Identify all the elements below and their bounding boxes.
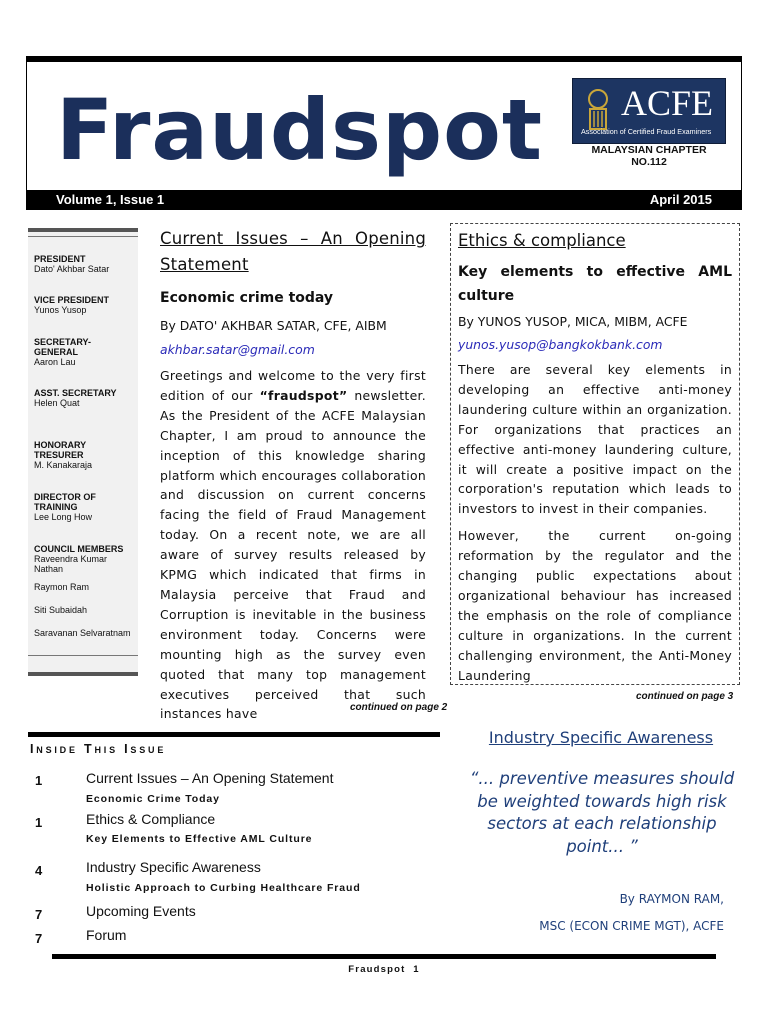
article-byline: By DATO' AKHBAR SATAR, CFE, AIBM: [160, 318, 387, 333]
toc-item-upcoming-events[interactable]: Upcoming Events: [86, 903, 196, 919]
member-role: PRESIDENT: [34, 254, 86, 264]
newsletter-title: Fraudspot: [56, 81, 544, 179]
author-email-link[interactable]: yunos.yusop@bangkokbank.com: [458, 337, 663, 352]
newsletter-name: “fraudspot”: [259, 387, 348, 403]
industry-awareness-heading: Industry Specific Awareness: [488, 728, 714, 747]
article-body-text: newsletter. As the President of the ACFE Malaysian Chapter, I am proud to announce the inception of this knowledge sharing platform which encourages collaboration and discussion on current concerns facing the field of Fraud Management today. On a recent note, we are all aware of survey results released by KPMG which indicated that firms in Malaysia perceive that Fraud and Corruption is inevitable in the business environment today. Concerns were mounting high as the survey even quoted that many top management executives perceived that such instances have: [160, 387, 426, 722]
toc-item-current-issues[interactable]: Current Issues – An Opening Statement: [86, 770, 334, 786]
member-role: COUNCIL MEMBERS: [34, 544, 124, 554]
toc-item-subtitle: Key Elements to Effective AML Culture: [86, 833, 313, 845]
member-name: Lee Long How: [34, 512, 93, 522]
issue-date: April 2015: [649, 192, 712, 207]
ethics-article-box: [450, 223, 740, 685]
footer-divider: [52, 954, 716, 959]
article-body-text: Greetings and welcome to the very first edition of our: [160, 368, 426, 403]
article-subheading: Economic crime today: [160, 290, 334, 306]
article-paragraph: There are several key elements in developing an effective anti-money laundering culture within an organization. For organizations that practices an effective anti-money laundering culture, it will create a positive impact on the corporation's reputation which leads to investors to invest in their companies.: [458, 362, 732, 517]
council-sidebar: [28, 228, 138, 676]
sidebar-divider: [28, 236, 138, 237]
acfe-logo: [572, 78, 726, 144]
toc-page-number: 1: [35, 773, 43, 788]
continued-link-page-3[interactable]: continued on page 3: [636, 691, 734, 702]
inside-this-issue-heading: Inside This Issue: [30, 742, 167, 756]
logo-subtext: Association of Certified Fraud Examiners: [581, 127, 712, 136]
article-subheading: Key elements to effective AML culture: [458, 264, 732, 304]
toc-item-subtitle: Economic Crime Today: [86, 793, 220, 805]
toc-page-number: 7: [35, 907, 43, 922]
article-heading: Current Issues – An Opening Statement: [160, 229, 426, 274]
member-name: M. Kanakaraja: [34, 460, 93, 470]
toc-item-ethics[interactable]: Ethics & Compliance: [86, 811, 216, 827]
member-role: SECRETARY-GENERAL: [34, 337, 92, 357]
quote-author-credentials: MSC (ECON CRIME MGT), ACFE: [539, 919, 724, 933]
member-name: Aaron Lau: [34, 357, 76, 367]
toc-item-subtitle: Holistic Approach to Curbing Healthcare Fraud: [86, 882, 361, 894]
toc-item-industry-awareness[interactable]: Industry Specific Awareness: [86, 859, 261, 875]
volume-label: Volume 1, Issue 1: [56, 192, 165, 207]
issue-bar: [26, 190, 742, 210]
author-email-link[interactable]: akhbar.satar@gmail.com: [160, 342, 315, 357]
member-name: Siti Subaidah: [34, 605, 88, 615]
member-role: VICE PRESIDENT: [34, 295, 110, 305]
logo-wordmark: ACFE: [621, 83, 714, 123]
inside-divider: [28, 732, 440, 737]
member-name: Dato' Akhbar Satar: [34, 264, 110, 274]
article-current-issues: [160, 226, 426, 724]
sidebar-divider: [28, 655, 138, 656]
toc-page-number: 4: [35, 863, 43, 878]
member-name: Yunos Yusop: [34, 305, 87, 315]
member-role: HONORARY TRESURER: [34, 440, 87, 460]
article-heading: Ethics & compliance: [458, 231, 626, 250]
page-footer: Fraudspot 1: [348, 964, 420, 975]
member-name: Raymon Ram: [34, 582, 90, 592]
member-role: ASST. SECRETARY: [34, 388, 117, 398]
article-body: [160, 366, 426, 724]
quote-author: By RAYMON RAM,: [619, 892, 724, 906]
member-role: DIRECTOR OF TRAINING: [34, 492, 96, 512]
pull-quote: “... preventive measures should be weighted towards high risk sectors at each relationship point... ”: [469, 769, 735, 856]
article-paragraph: However, the current on-going reformation by the regulator and the changing public expectations about organizational behaviour has increased the emphasis on the role of compliance culture in organizations. In the current challenging environment, the Anti-Money Laundering: [458, 528, 732, 683]
toc-page-number: 1: [35, 815, 43, 830]
member-name: Raveendra Kumar Nathan: [34, 554, 108, 574]
member-name: Helen Quat: [34, 398, 80, 408]
member-name: Saravanan Selvaratnam: [34, 628, 131, 638]
toc-page-number: 7: [35, 931, 43, 946]
continued-link-page-2[interactable]: continued on page 2: [350, 702, 448, 713]
chapter-label: MALAYSIAN CHAPTER NO.112: [591, 144, 707, 168]
article-byline: By YUNOS YUSOP, MICA, MIBM, ACFE: [458, 314, 688, 329]
toc-item-forum[interactable]: Forum: [86, 927, 127, 943]
